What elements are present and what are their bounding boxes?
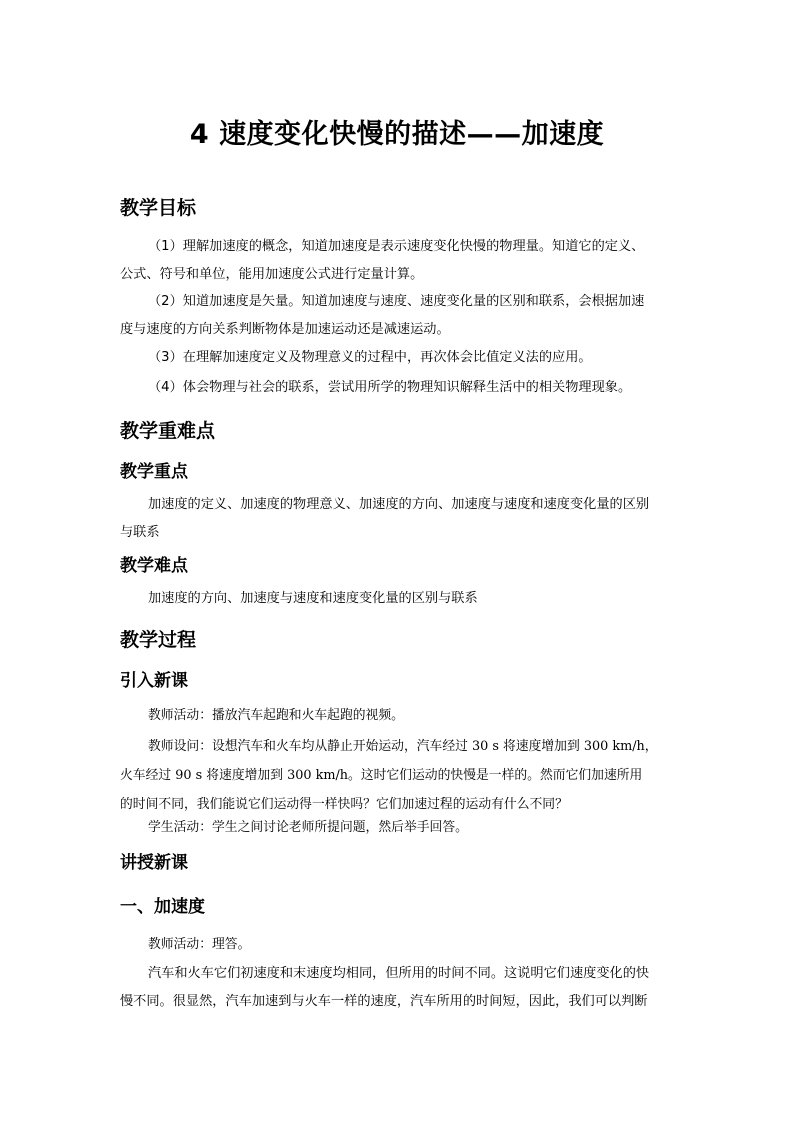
goal-item-1 — [120, 233, 676, 289]
difficult-points-line-1: 加速度的方向、加速度与速度和速度变化量的区别与联系 — [148, 591, 478, 606]
difficult-points-text — [120, 585, 676, 613]
key-points-line-1: 加速度的定义、加速度的物理意义、加速度的方向、加速度与速度和速度变化量的区别 — [148, 497, 650, 512]
part1-teacher-activity-line-1: 教师活动：理答。 — [148, 937, 251, 952]
part1-explanation-line-2: 慢不同。很显然，汽车加速到与火车一样的速度，汽车所用的时间短，因此，我们可以判断 — [120, 994, 648, 1009]
heading-key-points: 教学重点 — [120, 462, 188, 482]
goal-item-4-line-1: （4）体会物理与社会的联系，尝试用所学的物理知识解释生活中的相关物理现象。 — [148, 380, 632, 395]
heading-teach-new-lesson: 讲授新课 — [120, 853, 188, 873]
heading-teaching-process: 教学过程 — [120, 629, 197, 651]
intro-student-activity-line-1: 学生活动：学生之间讨论老师所提问题，然后举手回答。 — [148, 820, 468, 835]
key-points-line-2: 与联系 — [120, 525, 160, 540]
goal-item-2-line-1: （2）知道加速度是矢量。知道加速度与速度、速度变化量的区别和联系，会根据加速 — [148, 294, 645, 309]
intro-student-activity — [120, 813, 676, 842]
intro-teacher-question-line-2: 火车经过 90 s 将速度增加到 300 km/h。这时它们运动的快慢是一样的。然而它们加速所用 — [120, 768, 643, 783]
goal-item-2-line-2: 度与速度的方向关系判断物体是加速运动还是减速运动。 — [120, 322, 450, 337]
goal-item-3-line-1: （3）在理解加速度定义及物理意义的过程中，再次体会比值定义法的应用。 — [148, 350, 592, 365]
intro-teacher-activity-line-1: 教师活动：播放汽车起跑和火车起跑的视频。 — [148, 708, 404, 723]
intro-teacher-activity — [120, 701, 676, 730]
heading-introduce-new-lesson: 引入新课 — [120, 671, 188, 691]
heading-teaching-goals: 教学目标 — [120, 197, 197, 219]
heading-difficult-points: 教学难点 — [120, 556, 188, 576]
intro-teacher-question — [120, 732, 676, 819]
goal-item-3 — [120, 344, 676, 372]
goal-item-2 — [120, 288, 676, 344]
goal-item-1-line-2: 公式、符号和单位，能用加速度公式进行定量计算。 — [120, 267, 424, 282]
intro-teacher-question-line-3: 的时间不同，我们能说它们运动得一样快吗？它们加速过程的运动有什么不同？ — [120, 797, 568, 812]
key-points-text — [120, 491, 676, 547]
page-title: 4 速度变化快慢的描述——加速度 — [189, 119, 605, 150]
heading-part1-acceleration: 一、加速度 — [120, 897, 205, 917]
part1-explanation-line-1: 汽车和火车它们初速度和末速度均相同，但所用的时间不同。这说明它们速度变化的快 — [148, 966, 650, 981]
intro-teacher-question-line-1: 教师设问：设想汽车和火车均从静止开始运动，汽车经过 30 s 将速度增加到 300 km/h， — [148, 739, 658, 754]
goal-item-4 — [120, 374, 676, 402]
heading-key-difficult-points: 教学重难点 — [120, 420, 216, 442]
goal-item-1-line-1: （1）理解加速度的概念，知道加速度是表示速度变化快慢的物理量。知道它的定义、 — [148, 239, 645, 254]
part1-teacher-activity — [120, 930, 676, 959]
part1-explanation — [120, 960, 676, 1016]
